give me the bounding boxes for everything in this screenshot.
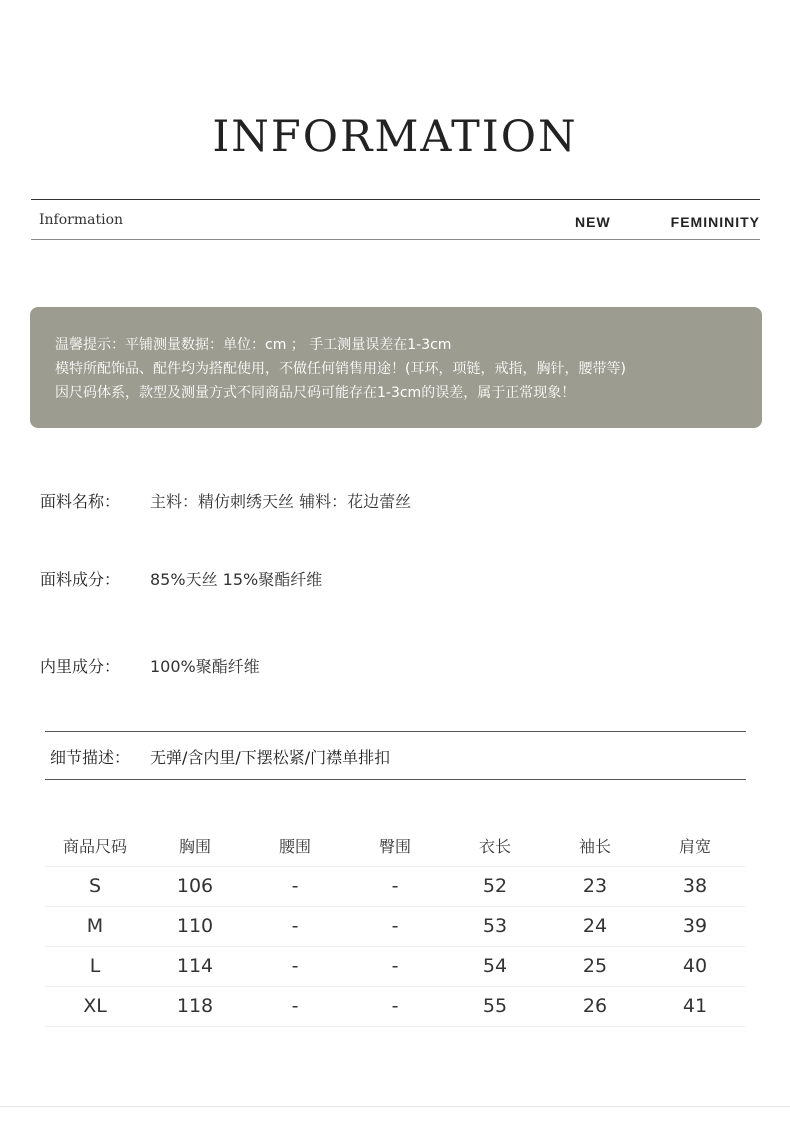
fabric-name-value: 主料：精仿刺绣天丝 辅料：花边蕾丝 (150, 492, 412, 511)
page-title: INFORMATION (212, 112, 578, 162)
cell-sleeve: 23 (545, 866, 645, 906)
fabric-composition-label: 面料成分： (40, 570, 121, 589)
table-row (45, 866, 745, 906)
notice-line: 模特所配饰品、配件均为搭配使用，不做任何销售用途！(耳环，项链，戒指，胸针，腰带等) (55, 361, 626, 377)
band-info-label: Information (39, 212, 124, 228)
cell-size: L (45, 946, 145, 986)
cell-length: 53 (445, 906, 545, 946)
cell-size: XL (45, 986, 145, 1026)
cell-waist: - (245, 866, 345, 906)
detail-label: 细节描述： (50, 748, 131, 767)
notice-line: 温馨提示：平铺测量数据：单位：cm ； 手工测量误差在1-3cm (55, 337, 452, 353)
table-row (45, 946, 745, 986)
cell-sleeve: 25 (545, 946, 645, 986)
band-femininity-label: FEMININITY (670, 214, 760, 230)
cell-hip: - (345, 986, 445, 1026)
detail-value: 无弹/含内里/下摆松紧/门襟单排扣 (150, 748, 391, 767)
cell-shoulder: 38 (645, 866, 745, 906)
cell-waist: - (245, 986, 345, 1026)
cell-hip: - (345, 866, 445, 906)
fabric-name-label: 面料名称： (40, 492, 121, 511)
band-new-label: NEW (575, 214, 611, 230)
cell-size: M (45, 906, 145, 946)
table-row (45, 986, 745, 1026)
cell-length: 54 (445, 946, 545, 986)
notice-line: 因尺码体系，款型及测量方式不同商品尺码可能存在1-3cm的误差，属于正常现象！ (55, 385, 576, 401)
cell-bust: 118 (145, 986, 245, 1026)
header-length: 衣长 (478, 837, 511, 857)
lining-composition-row (40, 654, 260, 677)
cell-sleeve: 26 (545, 986, 645, 1026)
fabric-name-row (40, 489, 411, 512)
header-waist: 腰围 (278, 837, 311, 857)
cell-bust: 114 (145, 946, 245, 986)
info-band (31, 199, 760, 240)
fabric-composition-row (40, 567, 322, 590)
cell-bust: 106 (145, 866, 245, 906)
lining-composition-label: 内里成分： (40, 657, 121, 676)
cell-size: S (45, 866, 145, 906)
cell-bust: 110 (145, 906, 245, 946)
bottom-divider (0, 1106, 790, 1107)
cell-shoulder: 40 (645, 946, 745, 986)
lining-composition-value: 100%聚酯纤维 (150, 657, 260, 676)
size-table-header-row (45, 826, 745, 866)
cell-length: 55 (445, 986, 545, 1026)
header-shoulder: 肩宽 (678, 837, 711, 857)
notice-box (30, 307, 762, 428)
cell-waist: - (245, 906, 345, 946)
header-size: 商品尺码 (62, 837, 127, 857)
header-bust: 胸围 (178, 837, 211, 857)
fabric-composition-value: 85%天丝 15%聚酯纤维 (150, 570, 323, 589)
header-sleeve: 袖长 (578, 837, 611, 857)
header-hip: 臀围 (378, 837, 411, 857)
cell-length: 52 (445, 866, 545, 906)
cell-waist: - (245, 946, 345, 986)
detail-row (45, 731, 746, 780)
table-row (45, 906, 745, 946)
size-table (45, 826, 745, 1027)
cell-sleeve: 24 (545, 906, 645, 946)
cell-hip: - (345, 906, 445, 946)
cell-shoulder: 41 (645, 986, 745, 1026)
cell-hip: - (345, 946, 445, 986)
cell-shoulder: 39 (645, 906, 745, 946)
